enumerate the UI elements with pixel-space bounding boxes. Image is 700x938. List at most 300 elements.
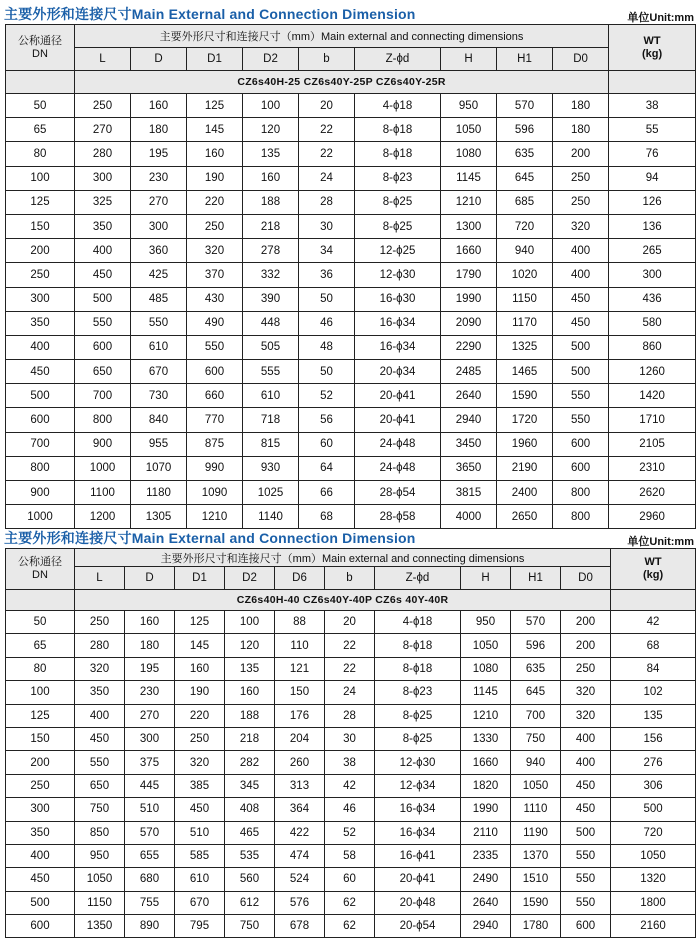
dn-cell: 500 (6, 384, 75, 408)
dimension-cell: 3815 (441, 481, 497, 505)
dimension-cell: 600 (187, 360, 243, 384)
dimension-cell: 332 (243, 263, 299, 287)
table-row (6, 360, 696, 384)
column-header-row (6, 48, 696, 71)
dimension-cell: 48 (299, 335, 355, 359)
dimension-cell: 250 (553, 166, 609, 190)
dimension-cell: 188 (243, 190, 299, 214)
dimension-cell: 1150 (497, 287, 553, 311)
table-row (6, 214, 696, 238)
dimension-cell: 320 (561, 681, 611, 704)
dimension-cell: 450 (561, 798, 611, 821)
dimension-cell: 1170 (497, 311, 553, 335)
dimension-cell: 160 (187, 142, 243, 166)
dimension-cell: 430 (187, 287, 243, 311)
dimension-cell: 62 (325, 915, 375, 938)
dimension-cell: 160 (225, 681, 275, 704)
dimension-cell: 100 (243, 94, 299, 118)
weight-cell: 1710 (609, 408, 696, 432)
dimension-cell: 800 (75, 408, 131, 432)
dimension-cell: 250 (561, 657, 611, 680)
dimension-cell: 800 (553, 481, 609, 505)
weight-cell: 276 (611, 751, 696, 774)
table-row (6, 891, 696, 914)
dimension-cell: 1210 (441, 190, 497, 214)
dimension-cell: 4-ϕ18 (375, 611, 461, 634)
dimension-cell: 610 (243, 384, 299, 408)
dimension-cell: 350 (75, 214, 131, 238)
dimension-cell: 195 (131, 142, 187, 166)
dimension-cell: 3650 (441, 456, 497, 480)
dimension-cell: 320 (175, 751, 225, 774)
dimension-cell: 2940 (441, 408, 497, 432)
dimension-cell: 645 (497, 166, 553, 190)
dimension-cell: 670 (131, 360, 187, 384)
dimensions-group-header: 主要外形尺寸和连接尺寸（mm）Main external and connecting dimensions (75, 549, 611, 567)
dimension-cell: 524 (275, 868, 325, 891)
dimension-cell: 1590 (497, 384, 553, 408)
dimension-cell: 46 (299, 311, 355, 335)
dimension-cell: 680 (125, 868, 175, 891)
dimension-cell: 650 (75, 774, 125, 797)
dimension-cell: 955 (131, 432, 187, 456)
dimension-cell: 1050 (461, 634, 511, 657)
dimension-cell: 360 (131, 239, 187, 263)
table-row (6, 821, 696, 844)
dn-cell: 50 (6, 94, 75, 118)
weight-cell: 84 (611, 657, 696, 680)
dimension-cell: 505 (243, 335, 299, 359)
dimension-cell: 465 (225, 821, 275, 844)
dimension-cell: 700 (75, 384, 131, 408)
weight-cell: 2160 (611, 915, 696, 938)
table-row (6, 727, 696, 750)
dimension-cell: 596 (511, 634, 561, 657)
dimension-cell: 20-ϕ34 (355, 360, 441, 384)
table-row (6, 166, 696, 190)
dimension-cell: 1465 (497, 360, 553, 384)
dimension-cell: 1660 (461, 751, 511, 774)
dimension-cell: 1020 (497, 263, 553, 287)
table-row (6, 335, 696, 359)
dn-cell: 250 (6, 774, 75, 797)
dimension-cell: 320 (561, 704, 611, 727)
dimension-cell: 385 (175, 774, 225, 797)
dimension-cell: 1000 (75, 456, 131, 480)
dimension-cell: 320 (187, 239, 243, 263)
dn-cell: 600 (6, 915, 75, 938)
dimension-cell: 940 (511, 751, 561, 774)
dimension-section-1 (0, 2, 700, 529)
dimension-cell: 62 (325, 891, 375, 914)
dn-cell: 80 (6, 142, 75, 166)
dimension-cell: 2400 (497, 481, 553, 505)
weight-cell: 136 (609, 214, 696, 238)
dimension-cell: 8-ϕ25 (355, 190, 441, 214)
weight-header: WT (kg) (609, 25, 696, 71)
dimension-cell: 52 (299, 384, 355, 408)
column-header: Z-ϕd (375, 567, 461, 590)
dimension-cell: 12-ϕ30 (375, 751, 461, 774)
dimension-cell: 550 (561, 844, 611, 867)
dimension-cell: 22 (325, 634, 375, 657)
dimension-cell: 300 (75, 166, 131, 190)
dimension-cell: 88 (275, 611, 325, 634)
dimension-cell: 230 (125, 681, 175, 704)
table-row (6, 118, 696, 142)
dimension-cell: 1300 (441, 214, 497, 238)
dimension-cell: 570 (511, 611, 561, 634)
dimension-cell: 2290 (441, 335, 497, 359)
dn-cell: 200 (6, 751, 75, 774)
dimension-cell: 220 (175, 704, 225, 727)
dimension-cell: 160 (175, 657, 225, 680)
dimension-cell: 550 (553, 408, 609, 432)
dimension-cell: 1180 (131, 481, 187, 505)
dimension-cell: 38 (325, 751, 375, 774)
column-header: D0 (553, 48, 609, 71)
dimension-cell: 220 (187, 190, 243, 214)
dimension-cell: 840 (131, 408, 187, 432)
weight-cell: 1260 (609, 360, 696, 384)
dimension-cell: 678 (275, 915, 325, 938)
dimension-cell: 28 (325, 704, 375, 727)
dn-cell: 80 (6, 657, 75, 680)
dimension-cell: 200 (553, 142, 609, 166)
dn-cell: 400 (6, 844, 75, 867)
dimension-cell: 20-ϕ54 (375, 915, 461, 938)
dimension-cell: 1210 (187, 505, 243, 529)
weight-cell: 135 (611, 704, 696, 727)
dn-cell: 350 (6, 311, 75, 335)
dimension-cell: 408 (225, 798, 275, 821)
table-row (6, 481, 696, 505)
table-row (6, 432, 696, 456)
dn-cell: 125 (6, 190, 75, 214)
dimension-cell: 635 (497, 142, 553, 166)
dimension-cell: 370 (187, 263, 243, 287)
weight-cell: 126 (609, 190, 696, 214)
dimension-cell: 510 (175, 821, 225, 844)
dimension-cell: 1370 (511, 844, 561, 867)
weight-header: WT (kg) (611, 549, 696, 590)
dimension-cell: 950 (75, 844, 125, 867)
dimension-cell: 1080 (441, 142, 497, 166)
dimension-cell: 204 (275, 727, 325, 750)
dn-cell: 300 (6, 287, 75, 311)
table-row (6, 774, 696, 797)
table-row (6, 798, 696, 821)
column-header: D2 (243, 48, 299, 71)
dimension-cell: 20 (299, 94, 355, 118)
dimension-cell: 990 (187, 456, 243, 480)
dimension-cell: 1070 (131, 456, 187, 480)
dimension-cell: 12-ϕ34 (375, 774, 461, 797)
dimension-cell: 278 (243, 239, 299, 263)
dimension-cell: 535 (225, 844, 275, 867)
dn-cell: 125 (6, 704, 75, 727)
table-row (6, 94, 696, 118)
dimension-cell: 425 (131, 263, 187, 287)
column-header: D0 (561, 567, 611, 590)
dn-header-en: DN (32, 569, 48, 581)
dimension-cell: 1090 (187, 481, 243, 505)
dn-cell: 100 (6, 681, 75, 704)
dimension-cell: 1325 (497, 335, 553, 359)
dn-header (6, 25, 75, 71)
dn-cell: 450 (6, 868, 75, 891)
dn-cell: 150 (6, 214, 75, 238)
dimension-cell: 188 (225, 704, 275, 727)
dimension-cell: 2640 (461, 891, 511, 914)
dimension-cell: 110 (275, 634, 325, 657)
dimension-cell: 2335 (461, 844, 511, 867)
weight-cell: 1050 (611, 844, 696, 867)
dimension-cell: 66 (299, 481, 355, 505)
dimension-cell: 2110 (461, 821, 511, 844)
section-title: 主要外形和连接尺寸Main External and Connection Dimension (4, 6, 416, 22)
dimension-cell: 16-ϕ34 (375, 798, 461, 821)
dimension-cell: 30 (299, 214, 355, 238)
dimension-cell: 795 (175, 915, 225, 938)
dimension-cell: 300 (131, 214, 187, 238)
table-row (6, 456, 696, 480)
section-header (0, 526, 700, 548)
dimension-cell: 250 (175, 727, 225, 750)
dimension-cell: 135 (225, 657, 275, 680)
dimension-cell: 400 (75, 704, 125, 727)
dimension-cell: 125 (175, 611, 225, 634)
dimension-cell: 195 (125, 657, 175, 680)
weight-cell: 156 (611, 727, 696, 750)
dn-cell: 65 (6, 118, 75, 142)
dimension-cell: 36 (299, 263, 355, 287)
dimension-cell: 450 (75, 263, 131, 287)
dimension-table-2 (5, 548, 696, 938)
dimension-cell: 28-ϕ54 (355, 481, 441, 505)
dimension-cell: 1510 (511, 868, 561, 891)
table-row (6, 408, 696, 432)
dimension-cell: 24 (325, 681, 375, 704)
weight-cell: 2310 (609, 456, 696, 480)
dimension-cell: 815 (243, 432, 299, 456)
dimension-cell: 450 (75, 727, 125, 750)
dimension-cell: 42 (325, 774, 375, 797)
dimension-cell: 450 (561, 774, 611, 797)
dimension-cell: 300 (125, 727, 175, 750)
dimension-cell: 16-ϕ34 (355, 311, 441, 335)
table-row (6, 263, 696, 287)
model-label: CZ6s40H-40 CZ6s40Y-40P CZ6s 40Y-40R (75, 590, 611, 611)
dimension-cell: 670 (175, 891, 225, 914)
dimension-cell: 364 (275, 798, 325, 821)
dimension-cell: 610 (175, 868, 225, 891)
dimension-cell: 2190 (497, 456, 553, 480)
dimension-cell: 450 (175, 798, 225, 821)
weight-cell: 1800 (611, 891, 696, 914)
dimension-cell: 8-ϕ18 (375, 657, 461, 680)
dimension-cell: 160 (243, 166, 299, 190)
dn-cell: 400 (6, 335, 75, 359)
dimension-cell: 1330 (461, 727, 511, 750)
weight-cell: 102 (611, 681, 696, 704)
dimension-cell: 8-ϕ23 (375, 681, 461, 704)
dimension-cell: 375 (125, 751, 175, 774)
dimension-cell: 1990 (441, 287, 497, 311)
dimension-cell: 4-ϕ18 (355, 94, 441, 118)
dimension-cell: 180 (125, 634, 175, 657)
dimension-cell: 1145 (461, 681, 511, 704)
dimension-cell: 16-ϕ34 (355, 335, 441, 359)
column-header: H (461, 567, 511, 590)
dimension-cell: 576 (275, 891, 325, 914)
column-header-row (6, 567, 696, 590)
dn-cell: 900 (6, 481, 75, 505)
dimension-cell: 282 (225, 751, 275, 774)
dimension-cell: 58 (325, 844, 375, 867)
dimension-cell: 190 (175, 681, 225, 704)
dimension-cell: 950 (441, 94, 497, 118)
dimension-cell: 730 (131, 384, 187, 408)
weight-cell: 94 (609, 166, 696, 190)
weight-cell: 55 (609, 118, 696, 142)
dimension-cell: 250 (187, 214, 243, 238)
dimension-section-2 (0, 526, 700, 938)
column-header: D (131, 48, 187, 71)
weight-cell: 68 (611, 634, 696, 657)
dimension-cell: 485 (131, 287, 187, 311)
dimension-cell: 313 (275, 774, 325, 797)
table-row (6, 190, 696, 214)
unit-label: 单位Unit:mm (627, 536, 694, 548)
dimension-cell: 610 (131, 335, 187, 359)
dimension-cell: 600 (75, 335, 131, 359)
dimension-cell: 230 (131, 166, 187, 190)
dimension-cell: 474 (275, 844, 325, 867)
dimension-cell: 250 (75, 611, 125, 634)
dimension-cell: 280 (75, 634, 125, 657)
table-row (6, 681, 696, 704)
weight-cell: 1320 (611, 868, 696, 891)
weight-cell: 2960 (609, 505, 696, 529)
weight-cell: 300 (609, 263, 696, 287)
dimension-cell: 2650 (497, 505, 553, 529)
dimension-cell: 8-ϕ18 (375, 634, 461, 657)
dimension-cell: 890 (125, 915, 175, 938)
dimension-cell: 635 (511, 657, 561, 680)
column-header: H1 (511, 567, 561, 590)
dimension-cell: 135 (243, 142, 299, 166)
dimension-cell: 218 (243, 214, 299, 238)
dimension-cell: 422 (275, 821, 325, 844)
dimension-cell: 1100 (75, 481, 131, 505)
weight-cell: 2105 (609, 432, 696, 456)
column-header: D (125, 567, 175, 590)
dimension-cell: 50 (299, 287, 355, 311)
dimension-cell: 120 (243, 118, 299, 142)
dimension-cell: 2490 (461, 868, 511, 891)
dn-cell: 250 (6, 263, 75, 287)
dimension-cell: 400 (561, 727, 611, 750)
dimension-cell: 120 (225, 634, 275, 657)
dimension-cell: 550 (187, 335, 243, 359)
dimension-cell: 1790 (441, 263, 497, 287)
dimension-table-1 (5, 24, 696, 529)
dimension-cell: 150 (275, 681, 325, 704)
dimension-cell: 200 (561, 634, 611, 657)
dimension-cell: 850 (75, 821, 125, 844)
weight-cell: 306 (611, 774, 696, 797)
dimension-cell: 325 (75, 190, 131, 214)
dimension-cell: 24-ϕ48 (355, 456, 441, 480)
dimension-cell: 20-ϕ41 (355, 408, 441, 432)
dimension-cell: 345 (225, 774, 275, 797)
weight-cell: 265 (609, 239, 696, 263)
dimension-cell: 2090 (441, 311, 497, 335)
dimension-cell: 1960 (497, 432, 553, 456)
dimension-cell: 160 (131, 94, 187, 118)
section-header (0, 2, 700, 24)
dimension-cell: 600 (561, 915, 611, 938)
dimension-cell: 750 (511, 727, 561, 750)
dimension-cell: 260 (275, 751, 325, 774)
dimension-cell: 46 (325, 798, 375, 821)
dimension-cell: 24 (299, 166, 355, 190)
dimension-cell: 550 (131, 311, 187, 335)
dimension-cell: 270 (125, 704, 175, 727)
table-row (6, 611, 696, 634)
dimension-cell: 52 (325, 821, 375, 844)
dn-header-cn: 公称通径 (18, 34, 62, 47)
dimension-cell: 500 (553, 335, 609, 359)
dimension-cell: 20-ϕ41 (375, 868, 461, 891)
dimension-cell: 1780 (511, 915, 561, 938)
dn-cell: 350 (6, 821, 75, 844)
dimensions-group-header: 主要外形尺寸和连接尺寸（mm）Main external and connecting dimensions (75, 25, 609, 48)
dimension-cell: 100 (225, 611, 275, 634)
table-row (6, 311, 696, 335)
dimension-cell: 1720 (497, 408, 553, 432)
dimension-cell: 24-ϕ48 (355, 432, 441, 456)
unit-label: 单位Unit:mm (627, 12, 694, 24)
dimension-cell: 1590 (511, 891, 561, 914)
dimension-cell: 350 (75, 681, 125, 704)
dimension-cell: 400 (553, 263, 609, 287)
dimension-cell: 20-ϕ41 (355, 384, 441, 408)
dimension-cell: 600 (553, 456, 609, 480)
dimension-cell: 64 (299, 456, 355, 480)
dimension-cell: 510 (125, 798, 175, 821)
dimension-cell: 1145 (441, 166, 497, 190)
dimension-cell: 1350 (75, 915, 125, 938)
dimension-cell: 8-ϕ23 (355, 166, 441, 190)
dimension-cell: 930 (243, 456, 299, 480)
dimension-cell: 660 (187, 384, 243, 408)
dimension-cell: 8-ϕ25 (355, 214, 441, 238)
dimension-cell: 685 (497, 190, 553, 214)
dimension-cell: 2940 (461, 915, 511, 938)
table-row (6, 915, 696, 938)
dn-cell: 1000 (6, 505, 75, 529)
dimension-cell: 700 (511, 704, 561, 727)
dimension-cell: 28 (299, 190, 355, 214)
dimension-cell: 320 (75, 657, 125, 680)
dimension-cell: 550 (75, 751, 125, 774)
dimension-cell: 28-ϕ58 (355, 505, 441, 529)
table-row (6, 868, 696, 891)
dn-cell: 50 (6, 611, 75, 634)
dimension-cell: 250 (553, 190, 609, 214)
